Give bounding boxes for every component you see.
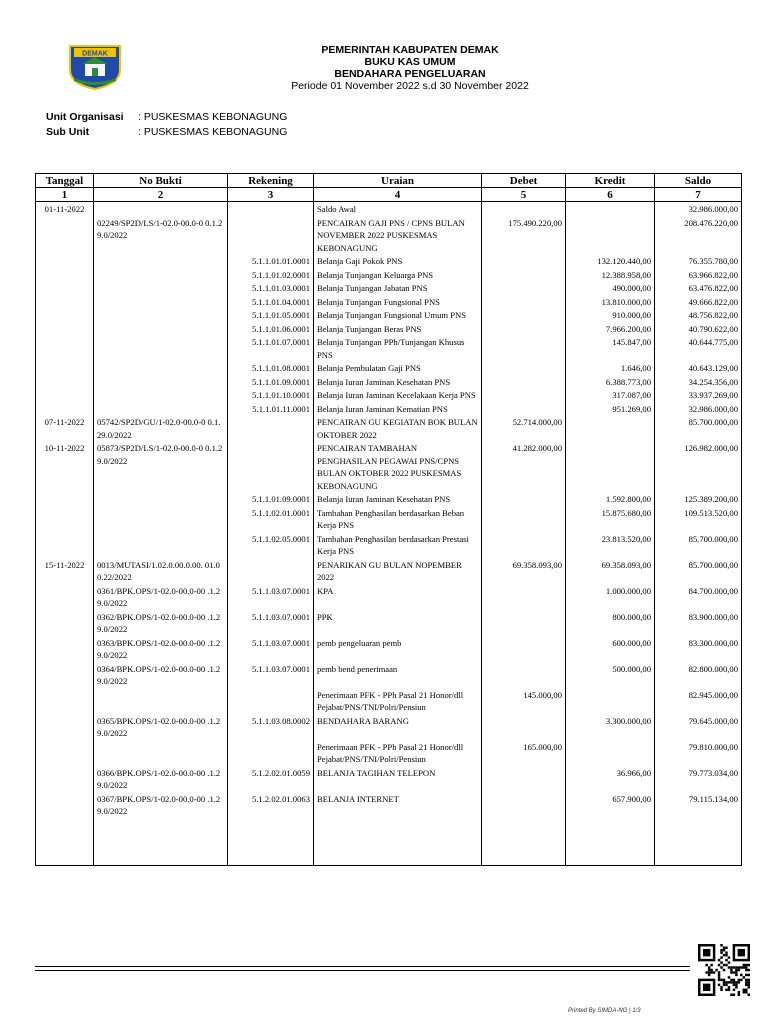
table-row bbox=[36, 322, 742, 336]
cell-debet bbox=[482, 714, 566, 740]
cell-bukti: 0362/BPK.OPS/1-02.0-00.0-00 .1.29.0/2022 bbox=[94, 610, 228, 636]
cell-saldo: 76.355.780,00 bbox=[655, 254, 742, 268]
cell-bukti: 0364/BPK.OPS/1-02.0-00.0-00 .1.29.0/2022 bbox=[94, 662, 228, 688]
cell-debet: 69.358.093,00 bbox=[482, 558, 566, 584]
cell-rekening: 5.1.1.01.04.0001 bbox=[228, 295, 314, 309]
cell-kredit: 23.813.520,00 bbox=[566, 532, 655, 558]
cell-rekening: 5.1.1.03.07.0001 bbox=[228, 610, 314, 636]
table-row bbox=[36, 281, 742, 295]
cell-saldo: 49.666.822,00 bbox=[655, 295, 742, 309]
header-subtitle: BENDAHARA PENGELUARAN bbox=[334, 68, 486, 80]
cell-kredit: 69.358.093,00 bbox=[566, 558, 655, 584]
cell-bukti bbox=[94, 322, 228, 336]
col-number-5: 5 bbox=[482, 188, 566, 202]
cell-saldo: 63.476.822,00 bbox=[655, 281, 742, 295]
table-row bbox=[36, 375, 742, 389]
cell-debet bbox=[482, 361, 566, 375]
cell-rekening: 5.1.1.01.07.0001 bbox=[228, 335, 314, 361]
header-government: PEMERINTAH KABUPATEN DEMAK bbox=[321, 44, 499, 56]
cell-saldo: 126.982.000,00 bbox=[655, 441, 742, 492]
cell-kredit: 13.810.000,00 bbox=[566, 295, 655, 309]
cell-uraian: PENCAIRAN GAJI PNS / CPNS BULAN NOVEMBER 2022 PUSKESMAS KEBONAGUNG bbox=[314, 216, 482, 255]
col-number-7: 7 bbox=[655, 188, 742, 202]
cell-kredit bbox=[566, 216, 655, 255]
table-row bbox=[36, 688, 742, 714]
cell-bukti bbox=[94, 202, 228, 216]
unit-row bbox=[46, 110, 287, 125]
cell-rekening: 5.1.1.02.05.0001 bbox=[228, 532, 314, 558]
cell-debet bbox=[482, 375, 566, 389]
cell-date bbox=[36, 636, 94, 662]
cell-date bbox=[36, 295, 94, 309]
table-row bbox=[36, 492, 742, 506]
cell-date bbox=[36, 766, 94, 792]
cell-debet bbox=[482, 295, 566, 309]
cell-date bbox=[36, 268, 94, 282]
cell-kredit: 500.000,00 bbox=[566, 662, 655, 688]
cell-debet bbox=[482, 766, 566, 792]
subunit-label: Sub Unit bbox=[46, 126, 90, 138]
cell-saldo: 109.513.520,00 bbox=[655, 506, 742, 532]
cell-kredit: 1.592.800,00 bbox=[566, 492, 655, 506]
cell-rekening: 5.1.1.01.06.0001 bbox=[228, 322, 314, 336]
table-row bbox=[36, 335, 742, 361]
cell-bukti bbox=[94, 740, 228, 766]
cell-kredit bbox=[566, 415, 655, 441]
cell-uraian: BELANJA TAGIHAN TELEPON bbox=[314, 766, 482, 792]
table-row bbox=[36, 361, 742, 375]
cell-uraian: Belanja Tunjangan Fungsional PNS bbox=[314, 295, 482, 309]
table-row bbox=[36, 792, 742, 818]
cell-debet bbox=[482, 662, 566, 688]
org-info bbox=[46, 110, 287, 140]
cell-saldo: 79.773.034,00 bbox=[655, 766, 742, 792]
cell-rekening: 5.1.1.01.03.0001 bbox=[228, 281, 314, 295]
cell-uraian: pemb bend penerimaan bbox=[314, 662, 482, 688]
col-number-6: 6 bbox=[566, 188, 655, 202]
cell-bukti: 0363/BPK.OPS/1-02.0-00.0-00 .1.29.0/2022 bbox=[94, 636, 228, 662]
cell-bukti bbox=[94, 268, 228, 282]
cell-bukti bbox=[94, 506, 228, 532]
cell-saldo: 79.810.000,00 bbox=[655, 740, 742, 766]
cell-bukti bbox=[94, 281, 228, 295]
table-row bbox=[36, 584, 742, 610]
table-body bbox=[36, 202, 742, 866]
cell-saldo: 82.945.000,00 bbox=[655, 688, 742, 714]
cell-kredit: 132.120.440,00 bbox=[566, 254, 655, 268]
cell-rekening bbox=[228, 441, 314, 492]
cell-saldo: 33.937.269,00 bbox=[655, 388, 742, 402]
cell-saldo: 79.645.000,00 bbox=[655, 714, 742, 740]
cell-debet bbox=[482, 254, 566, 268]
cell-saldo: 82.800.000,00 bbox=[655, 662, 742, 688]
empty-cell bbox=[36, 818, 94, 866]
cell-debet bbox=[482, 506, 566, 532]
cell-rekening: 5.1.1.01.09.0001 bbox=[228, 492, 314, 506]
cell-date bbox=[36, 322, 94, 336]
cell-debet: 165.000,00 bbox=[482, 740, 566, 766]
subunit-row bbox=[46, 125, 287, 140]
cell-saldo: 125.389.200,00 bbox=[655, 492, 742, 506]
subunit-value: : PUSKESMAS KEBONAGUNG bbox=[138, 126, 288, 138]
empty-cell bbox=[482, 818, 566, 866]
cell-uraian: PENARIKAN GU BULAN NOPEMBER 2022 bbox=[314, 558, 482, 584]
cell-uraian: Belanja Iuran Jaminan Kesehatan PNS bbox=[314, 492, 482, 506]
table-row bbox=[36, 308, 742, 322]
empty-cell bbox=[566, 818, 655, 866]
cell-debet bbox=[482, 792, 566, 818]
footer-rule-top bbox=[35, 966, 690, 967]
cell-kredit: 951.269,00 bbox=[566, 402, 655, 416]
cell-debet bbox=[482, 202, 566, 216]
cell-bukti bbox=[94, 492, 228, 506]
cell-saldo: 83.300.000,00 bbox=[655, 636, 742, 662]
cell-bukti bbox=[94, 402, 228, 416]
cell-saldo: 85.700.000,00 bbox=[655, 532, 742, 558]
cell-rekening: 5.1.1.03.07.0001 bbox=[228, 636, 314, 662]
cell-saldo: 79.115.134,00 bbox=[655, 792, 742, 818]
cell-debet bbox=[482, 532, 566, 558]
cell-uraian: Penerimaan PFK - PPh Pasal 21 Honor/dll Pejabat/PNS/TNI/Polri/Pensiun bbox=[314, 740, 482, 766]
cell-debet bbox=[482, 636, 566, 662]
table-row bbox=[36, 202, 742, 216]
cell-debet: 145.000,00 bbox=[482, 688, 566, 714]
cell-bukti bbox=[94, 532, 228, 558]
cell-uraian: Belanja Iuran Jaminan Kecelakaan Kerja PNS bbox=[314, 388, 482, 402]
col-header-kredit: Kredit bbox=[566, 174, 655, 188]
cell-debet bbox=[482, 388, 566, 402]
cell-saldo: 63.966.822,00 bbox=[655, 268, 742, 282]
cell-uraian: Penerimaan PFK - PPh Pasal 21 Honor/dll Pejabat/PNS/TNI/Polri/Pensiun bbox=[314, 688, 482, 714]
cell-kredit: 7.966.200,00 bbox=[566, 322, 655, 336]
cell-bukti bbox=[94, 375, 228, 389]
cell-uraian: PENCAIRAN TAMBAHAN PENGHASILAN PEGAWAI PNS/CPNS BULAN OKTOBER 2022 PUSKESMAS KEBONAGUNG bbox=[314, 441, 482, 492]
cell-rekening: 5.1.1.01.01.0001 bbox=[228, 254, 314, 268]
cell-kredit bbox=[566, 441, 655, 492]
qr-code bbox=[698, 944, 750, 996]
cell-uraian: Belanja Tunjangan Keluarga PNS bbox=[314, 268, 482, 282]
cell-saldo: 84.700.000,00 bbox=[655, 584, 742, 610]
cell-kredit bbox=[566, 740, 655, 766]
cell-debet bbox=[482, 335, 566, 361]
cell-uraian: Belanja Tunjangan PPh/Tunjangan Khusus PNS bbox=[314, 335, 482, 361]
col-number-3: 3 bbox=[228, 188, 314, 202]
cell-rekening: 5.1.1.01.02.0001 bbox=[228, 268, 314, 282]
cell-debet bbox=[482, 322, 566, 336]
table-row bbox=[36, 766, 742, 792]
cell-kredit: 910.000,00 bbox=[566, 308, 655, 322]
cell-debet bbox=[482, 268, 566, 282]
cell-date bbox=[36, 584, 94, 610]
cell-saldo: 48.756.822,00 bbox=[655, 308, 742, 322]
cell-uraian: Belanja Pembulatan Gaji PNS bbox=[314, 361, 482, 375]
cell-kredit: 490.000,00 bbox=[566, 281, 655, 295]
cell-rekening: 5.1.1.03.08.0002 bbox=[228, 714, 314, 740]
cell-date bbox=[36, 688, 94, 714]
cell-saldo: 32.986.000,00 bbox=[655, 402, 742, 416]
cash-book-table bbox=[35, 173, 742, 866]
header-period: Periode 01 November 2022 s.d 30 November 2022 bbox=[291, 80, 529, 92]
cell-uraian: KPA bbox=[314, 584, 482, 610]
cell-rekening: 5.1.2.02.01.0063 bbox=[228, 792, 314, 818]
cell-kredit bbox=[566, 688, 655, 714]
cell-saldo: 208.476.220,00 bbox=[655, 216, 742, 255]
cell-saldo: 85.700.000,00 bbox=[655, 415, 742, 441]
cell-bukti: 0361/BPK.OPS/1-02.0-00.0-00 .1.29.0/2022 bbox=[94, 584, 228, 610]
cell-uraian: Tambahan Penghasilan berdasarkan Beban Kerja PNS bbox=[314, 506, 482, 532]
cell-date: 07-11-2022 bbox=[36, 415, 94, 441]
cell-kredit: 1.000.000,00 bbox=[566, 584, 655, 610]
cell-bukti: 0365/BPK.OPS/1-02.0-00.0-00 .1.29.0/2022 bbox=[94, 714, 228, 740]
cell-uraian: Belanja Tunjangan Beras PNS bbox=[314, 322, 482, 336]
cell-date bbox=[36, 662, 94, 688]
cell-date bbox=[36, 335, 94, 361]
cell-date bbox=[36, 506, 94, 532]
footer-rule-bottom bbox=[35, 970, 690, 971]
cell-kredit: 600.000,00 bbox=[566, 636, 655, 662]
cell-date bbox=[36, 402, 94, 416]
cell-bukti bbox=[94, 688, 228, 714]
cell-saldo: 40.644.775,00 bbox=[655, 335, 742, 361]
cell-bukti bbox=[94, 361, 228, 375]
col-header-rekening: Rekening bbox=[228, 174, 314, 188]
col-header-debet: Debet bbox=[482, 174, 566, 188]
header-number-row bbox=[36, 188, 742, 202]
cell-rekening bbox=[228, 202, 314, 216]
cell-saldo: 32.986.000,00 bbox=[655, 202, 742, 216]
cell-uraian: Saldo Awal bbox=[314, 202, 482, 216]
cell-uraian: pemb pengeluaran pemb bbox=[314, 636, 482, 662]
cell-kredit: 36.966,00 bbox=[566, 766, 655, 792]
col-header-date: Tanggal bbox=[36, 174, 94, 188]
cell-debet bbox=[482, 308, 566, 322]
cell-kredit: 317.087,00 bbox=[566, 388, 655, 402]
cell-rekening: 5.1.1.02.01.0001 bbox=[228, 506, 314, 532]
cell-bukti: 02249/SP2D/LS/1-02.0-00.0-0 0.1.29.0/2022 bbox=[94, 216, 228, 255]
cell-rekening: 5.1.1.01.08.0001 bbox=[228, 361, 314, 375]
table-row bbox=[36, 388, 742, 402]
cell-debet: 175.490.220,00 bbox=[482, 216, 566, 255]
cell-kredit: 145.847,00 bbox=[566, 335, 655, 361]
cell-bukti: 05873/SP2D/LS/1-02.0-00.0-0 0.1.29.0/2022 bbox=[94, 441, 228, 492]
cell-kredit: 800.000,00 bbox=[566, 610, 655, 636]
cell-debet: 52.714.000,00 bbox=[482, 415, 566, 441]
cell-rekening: 5.1.2.02.01.0059 bbox=[228, 766, 314, 792]
cell-uraian: Belanja Iuran Jaminan Kesehatan PNS bbox=[314, 375, 482, 389]
col-number-1: 1 bbox=[36, 188, 94, 202]
demak-logo bbox=[66, 44, 124, 90]
cell-rekening bbox=[228, 558, 314, 584]
cell-uraian: PENCAIRAN GU KEGIATAN BOK BULAN OKTOBER 2022 bbox=[314, 415, 482, 441]
cell-saldo: 40.643.129,00 bbox=[655, 361, 742, 375]
table-row bbox=[36, 441, 742, 492]
cell-uraian: Belanja Iuran Jaminan Kematian PNS bbox=[314, 402, 482, 416]
cell-bukti: 05742/SP2D/GU/1-02.0-00.0-0 0.1.29.0/2022 bbox=[94, 415, 228, 441]
cell-saldo: 40.790.622,00 bbox=[655, 322, 742, 336]
cell-uraian: Belanja Gaji Pokok PNS bbox=[314, 254, 482, 268]
cell-debet bbox=[482, 610, 566, 636]
cell-uraian: Belanja Tunjangan Fungsional Umum PNS bbox=[314, 308, 482, 322]
cell-bukti: 0013/MUTASI/1.02.0.00.0.00. 01.00.22/2022 bbox=[94, 558, 228, 584]
cell-rekening: 5.1.1.01.10.0001 bbox=[228, 388, 314, 402]
table-row bbox=[36, 402, 742, 416]
col-number-4: 4 bbox=[314, 188, 482, 202]
table-row bbox=[36, 506, 742, 532]
cell-date: 10-11-2022 bbox=[36, 441, 94, 492]
cell-rekening: 5.1.1.01.05.0001 bbox=[228, 308, 314, 322]
cell-bukti bbox=[94, 254, 228, 268]
table-row bbox=[36, 636, 742, 662]
empty-cell bbox=[655, 818, 742, 866]
cell-kredit: 657.900,00 bbox=[566, 792, 655, 818]
table-row bbox=[36, 254, 742, 268]
cell-debet bbox=[482, 281, 566, 295]
cell-kredit: 6.388.773,00 bbox=[566, 375, 655, 389]
header-title: BUKU KAS UMUM bbox=[364, 56, 456, 68]
empty-cell bbox=[228, 818, 314, 866]
cell-bukti: 0366/BPK.OPS/1-02.0-00.0-00 .1.29.0/2022 bbox=[94, 766, 228, 792]
printed-by: Printed By SIMDA-NG | 1/3 bbox=[568, 1008, 641, 1014]
cell-date bbox=[36, 216, 94, 255]
unit-label: Unit Organisasi bbox=[46, 111, 124, 123]
cell-saldo: 85.700.000,00 bbox=[655, 558, 742, 584]
cell-rekening: 5.1.1.01.09.0001 bbox=[228, 375, 314, 389]
col-header-bukti: No Bukti bbox=[94, 174, 228, 188]
cell-debet bbox=[482, 492, 566, 506]
unit-value: : PUSKESMAS KEBONAGUNG bbox=[138, 111, 288, 123]
table-row bbox=[36, 415, 742, 441]
cell-date bbox=[36, 254, 94, 268]
cell-uraian: PPK bbox=[314, 610, 482, 636]
table-filler-row bbox=[36, 818, 742, 866]
cell-debet bbox=[482, 584, 566, 610]
cell-uraian: BELANJA INTERNET bbox=[314, 792, 482, 818]
empty-cell bbox=[94, 818, 228, 866]
cell-kredit: 15.875.680,00 bbox=[566, 506, 655, 532]
cell-date: 15-11-2022 bbox=[36, 558, 94, 584]
cell-bukti: 0367/BPK.OPS/1-02.0-00.0-00 .1.29.0/2022 bbox=[94, 792, 228, 818]
cell-date bbox=[36, 361, 94, 375]
report-header bbox=[140, 44, 680, 92]
table-row bbox=[36, 532, 742, 558]
table-row bbox=[36, 295, 742, 309]
cell-bukti bbox=[94, 388, 228, 402]
header-row bbox=[36, 174, 742, 188]
cell-bukti bbox=[94, 295, 228, 309]
cell-rekening: 5.1.1.01.11.0001 bbox=[228, 402, 314, 416]
table-row bbox=[36, 740, 742, 766]
cell-debet: 41.282.000,00 bbox=[482, 441, 566, 492]
cell-kredit: 3.300.000,00 bbox=[566, 714, 655, 740]
cell-rekening bbox=[228, 688, 314, 714]
cell-rekening: 5.1.1.03.07.0001 bbox=[228, 584, 314, 610]
cell-date bbox=[36, 740, 94, 766]
table-row bbox=[36, 558, 742, 584]
cell-uraian: Tambahan Penghasilan berdasarkan Prestasi Kerja PNS bbox=[314, 532, 482, 558]
cell-date bbox=[36, 375, 94, 389]
table-row bbox=[36, 714, 742, 740]
cell-date bbox=[36, 308, 94, 322]
cell-saldo: 83.900.000,00 bbox=[655, 610, 742, 636]
cell-debet bbox=[482, 402, 566, 416]
table-row bbox=[36, 268, 742, 282]
logo-text: DEMAK bbox=[82, 50, 108, 58]
cell-rekening bbox=[228, 415, 314, 441]
col-header-saldo: Saldo bbox=[655, 174, 742, 188]
cell-kredit: 1.646,00 bbox=[566, 361, 655, 375]
cell-date bbox=[36, 792, 94, 818]
cell-date bbox=[36, 281, 94, 295]
cell-rekening bbox=[228, 740, 314, 766]
cell-date bbox=[36, 492, 94, 506]
col-number-2: 2 bbox=[94, 188, 228, 202]
cell-uraian: Belanja Tunjangan Jabatan PNS bbox=[314, 281, 482, 295]
cell-date bbox=[36, 388, 94, 402]
cell-rekening bbox=[228, 216, 314, 255]
cell-rekening: 5.1.1.03.07.0001 bbox=[228, 662, 314, 688]
col-header-uraian: Uraian bbox=[314, 174, 482, 188]
table-row bbox=[36, 216, 742, 255]
cell-bukti bbox=[94, 335, 228, 361]
cell-date bbox=[36, 610, 94, 636]
cell-date: 01-11-2022 bbox=[36, 202, 94, 216]
empty-cell bbox=[314, 818, 482, 866]
cell-bukti bbox=[94, 308, 228, 322]
cell-kredit bbox=[566, 202, 655, 216]
table-row bbox=[36, 610, 742, 636]
cell-uraian: BENDAHARA BARANG bbox=[314, 714, 482, 740]
cell-date bbox=[36, 714, 94, 740]
cell-kredit: 12.388.958,00 bbox=[566, 268, 655, 282]
table-row bbox=[36, 662, 742, 688]
cell-date bbox=[36, 532, 94, 558]
cell-saldo: 34.254.356,00 bbox=[655, 375, 742, 389]
